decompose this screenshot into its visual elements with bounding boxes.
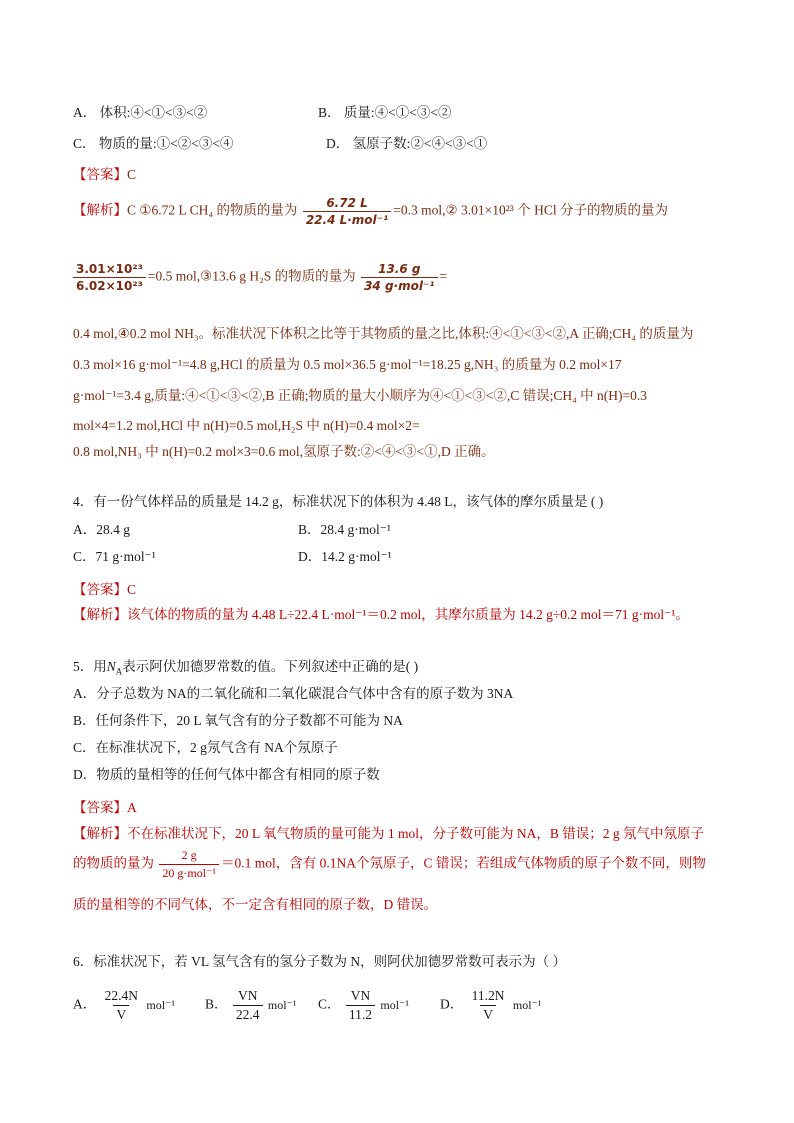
q6-option-c: C． $\frac{VN}{11.2}$ mol⁻¹ xyxy=(318,988,409,1022)
q3-fraction-3: $\frac{13.6 g}{\text{34 g·mol⁻¹}}$ xyxy=(361,262,437,293)
q6-option-d: D． $\frac{11.2N}{V}$ mol⁻¹ xyxy=(440,988,542,1022)
q3-analysis-line-2: $\frac{\text{3.01×10²³}}{\text{6.02×10²³}}$ =0.5 mol,③13.6 g H₂S 的物质的量为 $\frac{13.6 g}{\text{34 g·mol⁻¹}}$ = xyxy=(73,262,447,293)
q3-answer: 【答案】C xyxy=(73,167,137,182)
q3-analysis-line-7: 0.8 mol,NH₃ 中 n(H)=0.2 mol×3=0.6 mol,氢原子数:②<④<③<①,D 正确。 xyxy=(73,444,495,459)
q3-option-b: B． 质量:④<①<③<② xyxy=(318,105,452,120)
q5-option-a: A．分子总数为 NA的二氧化硫和二氧化碳混合气体中含有的原子数为 3NA xyxy=(73,686,514,701)
q4-option-c: C．71 g·mol⁻¹ xyxy=(73,549,156,564)
q5-fraction: $\frac{2 g}{\text{20 g·mol⁻¹}}$ xyxy=(159,848,219,881)
q3-option-d: D． 氢原子数:②<④<③<① xyxy=(326,136,488,151)
q6-option-b: B． $\frac{VN}{22.4}$ mol⁻¹ xyxy=(205,988,297,1022)
q3-fraction-1: $\frac{6.72 L}{\text{22.4 L·mol⁻¹}}$ xyxy=(303,196,391,227)
q4-option-a: A．28.4 g xyxy=(73,522,130,537)
q5-analysis-line-1: 【解析】不在标准状况下，20 L 氧气物质的量可能为 1 mol，分子数可能为 NA，B 错误；2 g 氖气中氖原子 xyxy=(73,826,704,841)
q6-option-a: A． $\frac{22.4N}{V}$ mol⁻¹ xyxy=(73,988,175,1022)
q5-analysis-line-3: 质的量相等的不同气体，不一定含有相同的原子数，D 错误。 xyxy=(73,897,438,912)
q4-answer: 【答案】C xyxy=(73,582,137,597)
q3-analysis-line-1: 【解析】C ①6.72 L CH₄ 的物质的量为 $\frac{6.72 L}{\text{22.4 L·mol⁻¹}}$ =0.3 mol,② 3.01×10²³ 个 HCl 分子的物质的量为 xyxy=(73,196,668,227)
q5-option-b: B．任何条件下，20 L 氧气含有的分子数都不可能为 NA xyxy=(73,713,403,728)
q5-answer: 【答案】A xyxy=(73,800,137,815)
q3-option-a: A． 体积:④<①<③<② xyxy=(73,105,208,120)
q5-analysis-line-2: 的物质的量为 $\frac{2 g}{\text{20 g·mol⁻¹}}$ ＝0.1 mol，含有 0.1NA个氖原子，C 错误；若组成气体物质的原子个数不同，则物 xyxy=(73,848,706,880)
q4-analysis: 【解析】该气体的物质的量为 4.48 L÷22.4 L·mol⁻¹＝0.2 mol，其摩尔质量为 14.2 g÷0.2 mol＝71 g·mol⁻¹。 xyxy=(73,607,689,622)
q4-option-d: D．14.2 g·mol⁻¹ xyxy=(298,549,392,564)
q5-option-c: C．在标准状况下，2 g氖气含有 NA个氖原子 xyxy=(73,740,338,755)
q6-stem: 6．标准状况下，若 VL 氢气含有的氢分子数为 N，则阿伏加德罗常数可表示为（ ） xyxy=(73,954,566,969)
q3-analysis-line-4: 0.3 mol×16 g·mol⁻¹=4.8 g,HCl 的质量为 0.5 mol×36.5 g·mol⁻¹=18.25 g,NH₃ 的质量为 0.2 mol×17 xyxy=(73,357,622,372)
q3-analysis-line-5: g·mol⁻¹=3.4 g,质量:④<①<③<②,B 正确;物质的量大小顺序为④<①<③<②,C 错误;CH₄ 中 n(H)=0.3 xyxy=(73,388,648,403)
q4-option-b: B．28.4 g·mol⁻¹ xyxy=(298,522,391,537)
q3-option-c: C． 物质的量:①<②<③<④ xyxy=(73,136,234,151)
q5-stem: 5．用$N_A$表示阿伏加德罗常数的值。下列叙述中正确的是( ) xyxy=(73,659,419,677)
q3-fraction-2: $\frac{\text{3.01×10²³}}{\text{6.02×10²³}}$ xyxy=(73,262,146,293)
q5-option-d: D．物质的量相等的任何气体中都含有相同的原子数 xyxy=(73,767,380,782)
q4-stem: 4．有一份气体样品的质量是 14.2 g，标准状况下的体积为 4.48 L，该气体的摩尔质量是 ( ) xyxy=(73,494,604,509)
q3-analysis-line-3: 0.4 mol,④0.2 mol NH₃。标准状况下体积之比等于其物质的量之比,体积:④<①<③<②,A 正确;CH₄ 的质量为 xyxy=(73,326,694,341)
q3-analysis-line-6: mol×4=1.2 mol,HCl 中 n(H)=0.5 mol,H₂S 中 n(H)=0.4 mol×2= xyxy=(73,418,420,433)
